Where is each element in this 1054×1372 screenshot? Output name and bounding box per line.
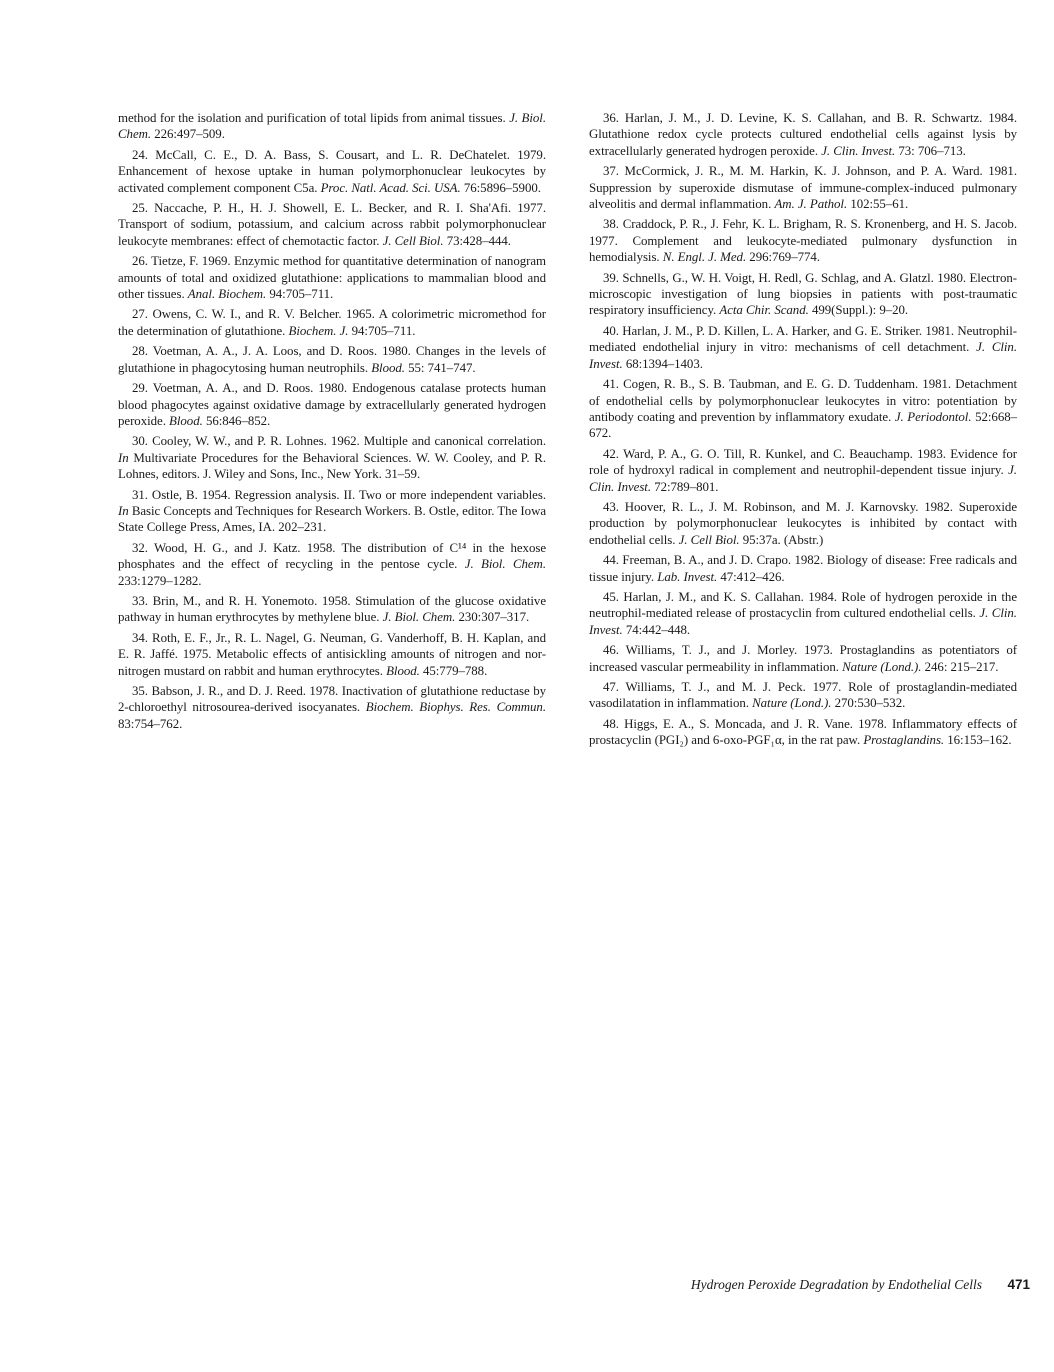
reference-entry	[118, 306, 546, 339]
reference-text: 47. Williams, T. J., and M. J. Peck. 1977. Role of prostaglandin-mediated vasodilatation in inflammation.	[589, 680, 1017, 711]
reference-citation: 47:412–426.	[717, 569, 785, 584]
reference-entry	[589, 110, 1017, 159]
reference-text: 31. Ostle, B. 1954. Regression analysis. II. Two or more independent variables.	[132, 487, 546, 502]
reference-journal: Nature (Lond.).	[842, 659, 922, 674]
reference-citation: 16:153–162.	[944, 733, 1012, 748]
reference-citation: 52:668–672.	[589, 409, 1018, 441]
reference-entry	[589, 216, 1017, 265]
reference-entry	[589, 552, 1017, 585]
reference-text: 38. Craddock, P. R., J. Fehr, K. L. Brigham, R. S. Kronenberg, and H. S. Jacob. 1977. Complement and leukocyte-mediated pulmonary dysfunction in hemodialysis.	[589, 217, 1017, 265]
reference-journal: Proc. Natl. Acad. Sci. USA.	[320, 180, 461, 195]
page-footer	[620, 1277, 1030, 1295]
reference-journal: Am. J. Pathol.	[774, 197, 848, 212]
reference-citation: 246: 215–217.	[921, 659, 999, 674]
reference-citation: 73:428–444.	[443, 233, 511, 248]
reference-entry	[589, 323, 1017, 372]
reference-text: 24. McCall, C. E., D. A. Bass, S. Cousart, and L. R. DeChatelet. 1979. Enhancement of hexose uptake in human polymorphonuclear leukocytes by activated complement component C5a.	[118, 147, 546, 195]
reference-entry	[118, 540, 546, 589]
reference-entry	[118, 147, 546, 196]
reference-text: 34. Roth, E. F., Jr., R. L. Nagel, G. Neuman, G. Vanderhoff, B. H. Kaplan, and E. R. Jaffé. 1975. Metabolic effects of antisickling amounts of nitrogen and nor-nitrogen mustard on rabbit and human erythrocytes.	[118, 630, 546, 678]
reference-text: 32. Wood, H. G., and J. Katz. 1958. The distribution of C¹⁴ in the hexose phosphates and the effect of recycling in the pentose cycle.	[118, 540, 546, 572]
reference-text: 30. Cooley, W. W., and P. R. Lohnes. 1962. Multiple and canonical correlation.	[132, 434, 546, 449]
reference-entry	[118, 593, 546, 626]
reference-text: 39. Schnells, G., W. H. Voigt, H. Redl, G. Schlag, and A. Glatzl. 1980. Electron-microscopic investigation of lung biopsies in patients with post-traumatic respiratory insufficiency.	[589, 270, 1017, 318]
reference-entry	[589, 589, 1017, 638]
reference-text: 43. Hoover, R. L., J. M. Robinson, and M. J. Karnovsky. 1982. Superoxide production by polymorphonuclear leukocytes is inhibited by contact with endothelial cells.	[589, 499, 1017, 547]
reference-text: 33. Brin, M., and R. H. Yonemoto. 1958. Stimulation of the glucose oxidative pathway in human erythrocytes by methylene blue.	[118, 593, 546, 625]
reference-text: 40. Harlan, J. M., P. D. Killen, L. A. Harker, and G. E. Striker. 1981. Neutrophil-mediated endothelial injury in vitro: mechanisms of cell detachment.	[589, 323, 1017, 355]
reference-citation: 72:789–801.	[651, 479, 719, 494]
reference-citation: 233:1279–1282.	[118, 573, 202, 588]
reference-journal: J. Clin. Invest.	[589, 463, 1017, 494]
reference-journal: J. Biol. Chem.	[118, 111, 546, 142]
reference-text: 35. Babson, J. R., and D. J. Reed. 1978. Inactivation of glutathione reductase by 2-chloroethyl nitrosourea-derived isocyanates.	[118, 684, 546, 715]
reference-citation: 73: 706–713.	[895, 143, 966, 158]
reference-text: 44. Freeman, B. A., and J. D. Crapo. 1982. Biology of disease: Free radicals and tissue injury.	[589, 553, 1017, 584]
reference-entry	[118, 683, 546, 732]
reference-journal: In	[118, 450, 129, 465]
reference-citation: 45:779–788.	[419, 663, 488, 678]
reference-journal: Biochem. J.	[288, 323, 349, 338]
reference-journal: J. Cell Biol.	[382, 233, 444, 248]
reference-text: 46. Williams, T. J., and J. Morley. 1973. Prostaglandins as potentiators of increased vascular permeability in inflammation.	[589, 643, 1017, 674]
reference-citation: 226:497–509.	[151, 127, 225, 142]
reference-entry	[589, 679, 1017, 712]
reference-journal: J. Biol. Chem.	[382, 610, 456, 625]
reference-text: 28. Voetman, A. A., J. A. Loos, and D. Roos. 1980. Changes in the levels of glutathione in phagocytosing human neutrophils.	[118, 344, 546, 375]
reference-citation: 94:705–711.	[266, 287, 334, 302]
reference-citation: 68:1394–1403.	[622, 356, 703, 371]
reference-entry	[118, 630, 546, 679]
reference-text: 27. Owens, C. W. I., and R. V. Belcher. 1965. A colorimetric micromethod for the determination of glutathione.	[118, 307, 546, 338]
reference-citation: 94:705–711.	[348, 323, 416, 338]
reference-entry	[118, 253, 546, 302]
reference-journal: Prostaglandins.	[863, 733, 945, 748]
reference-journal: Blood.	[169, 413, 203, 428]
reference-text: 36. Harlan, J. M., J. D. Levine, K. S. Callahan, and B. R. Schwartz. 1984. Glutathione redox cycle protects cultured endothelial cells against lysis by extracellularly generated hydrogen peroxide.	[589, 111, 1017, 158]
reference-citation: Multivariate Procedures for the Behavioral Sciences. W. W. Cooley, and P. R. Lohnes, editors. J. Wiley and Sons, Inc., New York. 31–59.	[118, 450, 546, 482]
reference-citation: 74:442–448.	[622, 622, 691, 637]
page-number: 471	[1007, 1277, 1030, 1292]
reference-citation: 56:846–852.	[202, 413, 271, 428]
reference-journal: Acta Chir. Scand.	[719, 303, 809, 318]
reference-journal: Blood.	[371, 360, 405, 375]
reference-text: 25. Naccache, P. H., H. J. Showell, E. L. Becker, and R. I. Sha'Afi. 1977. Transport of sodium, potassium, and calcium across rabbit polymorphonuclear leukocyte membranes: effect of chemotactic factor.	[118, 201, 546, 248]
reference-text: method for the isolation and purification of total lipids from animal tissues.	[118, 111, 510, 125]
reference-entry	[589, 499, 1017, 548]
reference-text: 48. Higgs, E. A., S. Moncada, and J. R. Vane. 1978. Inflammatory effects of prostacyclin (PGI₂) and 6-oxo-PGF₁α, in the rat paw.	[589, 716, 1017, 748]
reference-journal: N. Engl. J. Med.	[662, 250, 747, 265]
reference-entry	[589, 446, 1017, 495]
reference-citation: Basic Concepts and Techniques for Research Workers. B. Ostle, editor. The Iowa State College Press, Ames, IA. 202–231.	[118, 503, 546, 535]
reference-citation: 95:37a. (Abstr.)	[739, 532, 824, 547]
reference-entry	[589, 270, 1017, 319]
reference-entry	[589, 642, 1017, 675]
reference-list-right-column	[589, 110, 1017, 753]
reference-entry	[118, 200, 546, 249]
reference-citation: 102:55–61.	[847, 197, 909, 212]
reference-journal: J. Clin. Invest.	[821, 143, 896, 158]
reference-text: 26. Tietze, F. 1969. Enzymic method for quantitative determination of nanogram amounts of total and oxidized glutathione: applications to mammalian blood and other tissues.	[118, 254, 546, 302]
reference-citation: 296:769–774.	[746, 250, 820, 265]
reference-journal: Blood.	[386, 663, 420, 678]
reference-journal: Lab. Invest.	[657, 569, 718, 584]
reference-entry	[589, 163, 1017, 212]
reference-journal: Biochem. Biophys. Res. Commun.	[365, 700, 546, 715]
reference-list-left-column	[118, 110, 546, 736]
reference-journal: In	[118, 503, 129, 518]
reference-journal: Nature (Lond.).	[752, 696, 832, 711]
reference-citation: 499(Suppl.): 9–20.	[808, 303, 909, 318]
reference-entry	[118, 343, 546, 376]
reference-journal: J. Clin. Invest.	[589, 606, 1017, 637]
running-title: Hydrogen Peroxide Degradation by Endothelial Cells	[690, 1277, 982, 1292]
reference-entry	[589, 716, 1017, 749]
reference-citation: 83:754–762.	[118, 716, 183, 731]
reference-entry	[118, 433, 546, 482]
reference-journal: J. Biol. Chem.	[464, 557, 546, 572]
reference-citation: 230:307–317.	[455, 610, 530, 625]
reference-entry	[118, 380, 546, 429]
reference-journal: Anal. Biochem.	[187, 287, 267, 302]
reference-entry	[589, 376, 1017, 442]
reference-text: 29. Voetman, A. A., and D. Roos. 1980. Endogenous catalase protects human blood phagocytes against oxidative damage by extracellularly generated hydrogen peroxide.	[118, 381, 546, 428]
reference-text: 45. Harlan, J. M., and K. S. Callahan. 1984. Role of hydrogen peroxide in the neutrophil-mediated release of prostacyclin from cultured endothelial cells.	[589, 589, 1017, 621]
reference-journal: J. Periodontol.	[894, 409, 972, 424]
reference-entry	[118, 110, 546, 143]
reference-journal: J. Cell Biol.	[678, 532, 740, 547]
reference-citation: 76:5896–5900.	[460, 180, 541, 195]
reference-journal: J. Clin. Invest.	[589, 340, 1017, 371]
reference-text: 37. McCormick, J. R., M. M. Harkin, K. J. Johnson, and P. A. Ward. 1981. Suppression by superoxide dismutase of immune-complex-induced pulmonary alveolitis and dermal inflammation.	[589, 164, 1017, 212]
reference-text: 42. Ward, P. A., G. O. Till, R. Kunkel, and C. Beauchamp. 1983. Evidence for role of hydroxyl radical in complement and neutrophil-dependent tissue injury.	[589, 446, 1017, 478]
reference-entry	[118, 487, 546, 536]
reference-citation: 270:530–532.	[831, 696, 906, 711]
reference-text: 41. Cogen, R. B., S. B. Taubman, and E. G. D. Tuddenham. 1981. Detachment of endothelial cells by polymorphonuclear leukocytes in vitro: potentiation by antibody coating and prevention by inflammatory exudate.	[589, 377, 1017, 424]
reference-citation: 55: 741–747.	[404, 360, 476, 375]
